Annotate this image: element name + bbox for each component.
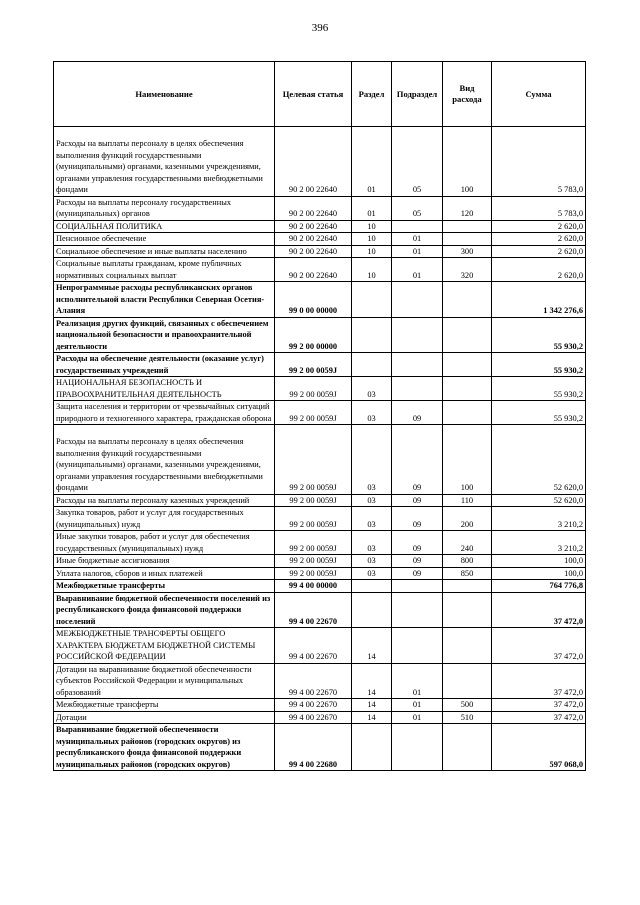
cell-section-text: 03: [367, 413, 376, 423]
cell-name: [54, 282, 275, 318]
cell-subsection-text: 09: [412, 483, 422, 492]
cell-subsection-text: 05: [412, 185, 422, 194]
cell-name-text: Дотации: [56, 712, 87, 722]
cell-subsection: [392, 282, 443, 318]
cell-amount-text: 1 342 276,6: [543, 306, 583, 315]
cell-amount-text: 2 620,0: [557, 234, 583, 243]
cell-expense-type-text: 200: [460, 519, 474, 529]
cell-expense-type: [443, 425, 492, 495]
cell-subsection: [392, 507, 443, 531]
cell-expense-type: [443, 628, 492, 664]
cell-subsection-text: 01: [412, 700, 422, 709]
cell-target-text: 90 2 00 22640: [288, 209, 338, 218]
cell-name: [54, 196, 275, 220]
page-number: 396: [311, 22, 329, 34]
cell-subsection: [392, 592, 443, 628]
cell-target-text: 90 2 00 22640: [288, 234, 338, 243]
cell-name-text: СОЦИАЛЬНАЯ ПОЛИТИКА: [56, 221, 163, 231]
cell-section: [352, 711, 392, 724]
cell-name: [54, 258, 275, 282]
cell-expense-type-text: 500: [460, 700, 474, 709]
cell-name: [54, 494, 275, 507]
table-row: [54, 425, 586, 495]
cell-section-text: 01: [367, 185, 376, 194]
cell-subsection: [392, 245, 443, 258]
cell-name-text: Защита населения и территории от чрезвычайных ситуаций природного и техногенного характера, гражданская оборона: [56, 402, 272, 423]
cell-name-text: Межбюджетные трансферты: [56, 581, 165, 590]
cell-expense-type: [443, 245, 492, 258]
cell-section: [352, 233, 392, 246]
cell-expense-type: [443, 531, 492, 555]
cell-name: [54, 317, 275, 353]
cell-section: [352, 592, 392, 628]
cell-amount: [492, 724, 586, 771]
cell-expense-type: [443, 580, 492, 593]
cell-target-text: 99 2 00 0059J: [289, 389, 337, 399]
cell-section: [352, 196, 392, 220]
table-row: [54, 196, 586, 220]
table-row: [54, 282, 586, 318]
cell-subsection-text: 09: [412, 556, 422, 565]
cell-section: [352, 494, 392, 507]
cell-name: [54, 567, 275, 580]
cell-amount-text: 37 472,0: [553, 687, 583, 697]
cell-section: [352, 258, 392, 282]
cell-expense-type-text: 850: [460, 568, 474, 578]
cell-name: [54, 555, 275, 568]
cell-amount-text: 5 783,0: [557, 185, 583, 194]
cell-amount-text: 55 930,2: [553, 413, 583, 423]
cell-name-text: Межбюджетные трансферты: [56, 700, 159, 709]
cell-expense-type: [443, 699, 492, 712]
cell-amount: [492, 628, 586, 664]
cell-amount-text: 55 930,2: [553, 341, 583, 351]
cell-amount: [492, 282, 586, 318]
cell-section: [352, 724, 392, 771]
cell-subsection-text: 09: [412, 543, 422, 553]
cell-target-text: 90 2 00 22640: [288, 185, 338, 194]
table-row: [54, 592, 586, 628]
cell-section-text: 03: [367, 568, 376, 578]
cell-expense-type-text: 110: [460, 495, 474, 505]
cell-section-text: 10: [367, 270, 376, 280]
cell-amount: [492, 127, 586, 197]
cell-subsection: [392, 353, 443, 377]
table-row: [54, 724, 586, 771]
cell-target: [275, 233, 352, 246]
cell-amount: [492, 494, 586, 507]
table-row: [54, 531, 586, 555]
cell-section: [352, 220, 392, 233]
cell-amount-text: 37 472,0: [553, 652, 583, 661]
cell-name-text: Закупка товаров, работ и услуг для государственных (муниципальных) нужд: [56, 508, 244, 529]
cell-name: [54, 245, 275, 258]
cell-amount: [492, 507, 586, 531]
cell-section-text: 03: [367, 483, 376, 492]
table-body: [54, 127, 586, 771]
cell-expense-type: [443, 258, 492, 282]
cell-subsection-text: 09: [412, 568, 422, 578]
cell-subsection: [392, 494, 443, 507]
cell-amount-text: 55 930,2: [553, 389, 583, 399]
cell-name-text: Реализация других функций, связанных с обеспечением национальной безопасности и правоохранительной деятельности: [56, 318, 269, 351]
header-expense-type: Вид расхода: [443, 62, 492, 127]
cell-name: [54, 699, 275, 712]
cell-expense-type: [443, 401, 492, 425]
cell-section: [352, 580, 392, 593]
cell-target-text: 99 4 00 22670: [288, 687, 338, 697]
cell-amount: [492, 555, 586, 568]
cell-subsection: [392, 555, 443, 568]
cell-amount: [492, 220, 586, 233]
cell-name-text: Непрограммные расходы республиканских органов исполнительной власти Республики Северная Осетия-Алания: [56, 283, 265, 315]
cell-name-text: Выравнивание бюджетной обеспеченности поселений из республиканского фонда финансовой поддержки поселений: [56, 593, 271, 626]
header-target: Целевая статья: [275, 62, 352, 127]
table-row: [54, 507, 586, 531]
cell-section-text: 03: [367, 519, 376, 529]
cell-target-text: 99 2 00 00000: [288, 341, 338, 351]
table-row: [54, 494, 586, 507]
cell-target: [275, 220, 352, 233]
cell-name-text: Расходы на выплаты персоналу казенных учреждений: [56, 495, 250, 505]
cell-name-text: Пенсионное обеспечение: [56, 234, 147, 243]
table-row: [54, 127, 586, 197]
cell-section-text: 03: [367, 389, 376, 399]
cell-section: [352, 425, 392, 495]
cell-amount: [492, 245, 586, 258]
cell-target: [275, 580, 352, 593]
cell-amount: [492, 592, 586, 628]
cell-target-text: 90 2 00 22640: [288, 221, 338, 231]
cell-expense-type: [443, 494, 492, 507]
table-row: [54, 401, 586, 425]
cell-subsection: [392, 724, 443, 771]
cell-expense-type-text: 800: [460, 556, 474, 565]
cell-target-text: 99 4 00 22670: [288, 712, 338, 722]
cell-name: [54, 711, 275, 724]
cell-expense-type-text: 100: [460, 185, 474, 194]
cell-name-text: Расходы на выплаты персоналу государственных (муниципальных) органов: [56, 197, 232, 218]
cell-subsection: [392, 699, 443, 712]
table-row: [54, 567, 586, 580]
cell-name: [54, 377, 275, 401]
cell-amount-text: 52 620,0: [553, 495, 583, 505]
cell-amount-text: 5 783,0: [557, 209, 583, 218]
cell-target: [275, 531, 352, 555]
cell-amount: [492, 377, 586, 401]
cell-section: [352, 317, 392, 353]
cell-subsection: [392, 377, 443, 401]
cell-section: [352, 699, 392, 712]
cell-target-text: 99 2 00 0059J: [289, 483, 337, 492]
cell-subsection: [392, 233, 443, 246]
cell-name-text: Расходы на обеспечение деятельности (оказание услуг) государственных учреждений: [56, 354, 264, 375]
cell-target: [275, 245, 352, 258]
cell-section: [352, 567, 392, 580]
cell-amount-text: 55 930,2: [553, 365, 583, 375]
table-row: [54, 353, 586, 377]
cell-subsection-text: 09: [412, 495, 422, 505]
cell-target: [275, 425, 352, 495]
cell-name-text: Дотации на выравнивание бюджетной обеспеченности субъектов Российской Федерации и муниципальных образований: [56, 664, 252, 697]
cell-amount-text: 100,0: [564, 556, 583, 565]
header-amount: Сумма: [492, 62, 586, 127]
cell-section-text: 14: [367, 687, 376, 697]
cell-section-text: 03: [367, 543, 376, 553]
cell-target: [275, 592, 352, 628]
cell-target: [275, 724, 352, 771]
cell-subsection-text: 01: [412, 687, 422, 697]
cell-section-text: 03: [367, 556, 376, 565]
cell-expense-type-text: 510: [460, 712, 474, 722]
cell-target: [275, 663, 352, 699]
cell-section-text: 10: [367, 234, 376, 243]
cell-subsection: [392, 196, 443, 220]
cell-target: [275, 258, 352, 282]
table-row: [54, 711, 586, 724]
table-row: [54, 628, 586, 664]
cell-subsection: [392, 220, 443, 233]
cell-subsection-text: 09: [412, 519, 422, 529]
cell-name-text: Уплата налогов, сборов и иных платежей: [56, 568, 203, 578]
cell-section-text: 01: [367, 209, 376, 218]
cell-name: [54, 507, 275, 531]
cell-amount-text: 597 068,0: [549, 759, 583, 769]
cell-name: [54, 127, 275, 197]
cell-name-text: Выравнивание бюджетной обеспеченности муниципальных районов (городских округов) из республиканского фонда финансовой поддержки муниципальных районов (городских округов): [56, 725, 242, 769]
cell-amount: [492, 317, 586, 353]
cell-target-text: 99 2 00 0059J: [289, 413, 337, 423]
header-name: Наименование: [54, 62, 275, 127]
cell-amount: [492, 531, 586, 555]
cell-name-text: Иные бюджетные ассигнования: [56, 556, 170, 565]
cell-target: [275, 507, 352, 531]
cell-section: [352, 507, 392, 531]
cell-section: [352, 353, 392, 377]
cell-name: [54, 592, 275, 628]
cell-subsection-text: 01: [412, 234, 422, 243]
cell-name: [54, 580, 275, 593]
cell-target: [275, 555, 352, 568]
table-row: [54, 580, 586, 593]
cell-name: [54, 425, 275, 495]
cell-section: [352, 663, 392, 699]
cell-name-text: НАЦИОНАЛЬНАЯ БЕЗОПАСНОСТЬ И ПРАВООХРАНИТЕЛЬНАЯ ДЕЯТЕЛЬНОСТЬ: [56, 378, 222, 399]
cell-expense-type-text: 100: [460, 483, 474, 492]
cell-target-text: 99 4 00 00000: [288, 581, 338, 590]
cell-target-text: 99 2 00 0059J: [288, 365, 338, 375]
cell-subsection-text: 09: [412, 413, 422, 423]
cell-amount-text: 37 472,0: [553, 616, 583, 626]
cell-target: [275, 377, 352, 401]
cell-target-text: 99 2 00 0059J: [289, 556, 337, 565]
cell-section-text: 10: [367, 246, 376, 256]
table-row: [54, 699, 586, 712]
cell-expense-type: [443, 663, 492, 699]
cell-name: [54, 628, 275, 664]
cell-expense-type: [443, 353, 492, 377]
cell-name-text: Иные закупки товаров, работ и услуг для обеспечения государственных (муниципальных) нужд: [56, 532, 250, 553]
cell-amount: [492, 567, 586, 580]
table-row: [54, 233, 586, 246]
cell-section-text: 10: [367, 221, 376, 231]
cell-subsection: [392, 317, 443, 353]
cell-expense-type: [443, 567, 492, 580]
table-row: [54, 555, 586, 568]
cell-section-text: 03: [367, 495, 376, 505]
cell-expense-type: [443, 317, 492, 353]
cell-amount-text: 764 776,8: [549, 581, 583, 590]
cell-target-text: 99 4 00 22680: [288, 759, 338, 769]
cell-amount-text: 2 620,0: [557, 221, 583, 231]
cell-target: [275, 353, 352, 377]
cell-expense-type: [443, 555, 492, 568]
cell-target-text: 99 2 00 0059J: [289, 568, 337, 578]
cell-target-text: 99 2 00 0059J: [289, 519, 337, 529]
cell-name: [54, 233, 275, 246]
cell-section-text: 14: [367, 712, 376, 722]
cell-name: [54, 663, 275, 699]
cell-amount: [492, 711, 586, 724]
budget-table: [53, 61, 586, 771]
cell-name: [54, 401, 275, 425]
cell-amount: [492, 425, 586, 495]
cell-amount-text: 37 472,0: [553, 700, 583, 709]
cell-expense-type-text: 300: [460, 246, 474, 256]
cell-target: [275, 127, 352, 197]
table-row: [54, 245, 586, 258]
cell-subsection-text: 05: [412, 209, 422, 218]
cell-expense-type: [443, 377, 492, 401]
cell-target: [275, 711, 352, 724]
cell-expense-type: [443, 711, 492, 724]
table-row: [54, 317, 586, 353]
cell-target-text: 99 4 00 22670: [288, 700, 338, 709]
cell-subsection: [392, 628, 443, 664]
cell-target-text: 99 2 00 0059J: [289, 495, 337, 505]
cell-section: [352, 555, 392, 568]
cell-amount: [492, 663, 586, 699]
cell-name: [54, 724, 275, 771]
cell-amount-text: 100,0: [564, 568, 583, 578]
cell-section-text: 14: [367, 652, 376, 661]
cell-section: [352, 245, 392, 258]
table-row: [54, 663, 586, 699]
cell-expense-type: [443, 724, 492, 771]
cell-section: [352, 628, 392, 664]
cell-section: [352, 401, 392, 425]
cell-subsection: [392, 258, 443, 282]
cell-target-text: 99 4 00 22670: [288, 652, 338, 661]
cell-expense-type: [443, 127, 492, 197]
cell-name-text: Социальное обеспечение и иные выплаты населению: [56, 246, 247, 256]
cell-target: [275, 282, 352, 318]
cell-subsection-text: 01: [412, 246, 422, 256]
cell-expense-type: [443, 233, 492, 246]
header-section: Раздел: [352, 62, 392, 127]
cell-expense-type: [443, 196, 492, 220]
cell-amount-text: 52 620,0: [553, 483, 583, 492]
cell-expense-type-text: 240: [460, 543, 474, 553]
cell-target: [275, 567, 352, 580]
cell-subsection: [392, 711, 443, 724]
cell-subsection: [392, 580, 443, 593]
cell-subsection: [392, 401, 443, 425]
cell-amount-text: 3 210,2: [557, 543, 583, 553]
cell-target: [275, 494, 352, 507]
cell-amount-text: 2 620,0: [557, 270, 583, 280]
cell-amount-text: 3 210,2: [557, 519, 583, 529]
cell-target: [275, 196, 352, 220]
cell-expense-type: [443, 507, 492, 531]
table-row: [54, 220, 586, 233]
table-row: [54, 377, 586, 401]
cell-section: [352, 531, 392, 555]
cell-expense-type-text: 120: [460, 209, 474, 218]
cell-target: [275, 401, 352, 425]
cell-subsection: [392, 425, 443, 495]
header-row: [54, 62, 586, 127]
cell-amount: [492, 580, 586, 593]
cell-amount: [492, 233, 586, 246]
cell-name: [54, 531, 275, 555]
cell-section: [352, 377, 392, 401]
cell-target-text: 90 2 00 22640: [288, 246, 338, 256]
cell-amount: [492, 699, 586, 712]
cell-name: [54, 353, 275, 377]
cell-section: [352, 282, 392, 318]
cell-subsection-text: 01: [412, 270, 422, 280]
cell-target: [275, 628, 352, 664]
cell-amount: [492, 401, 586, 425]
header-subsection: Подраздел: [392, 62, 443, 127]
cell-target-text: 99 4 00 22670: [288, 616, 338, 626]
cell-target-text: 99 2 00 0059J: [289, 543, 337, 553]
cell-name-text: Расходы на выплаты персоналу в целях обеспечения выполнения функций государственными (муниципальными) органами, казенными учреждениями, органами управления государственными внебюджетными фондами: [56, 139, 263, 194]
cell-subsection-text: 01: [412, 712, 422, 722]
cell-section: [352, 127, 392, 197]
cell-name-text: Расходы на выплаты персоналу в целях обеспечения выполнения функций государственными (муниципальными) органами, казенными учреждениями, органами управления государственными внебюджетными фондами: [56, 437, 263, 492]
cell-amount: [492, 196, 586, 220]
cell-expense-type: [443, 282, 492, 318]
cell-expense-type: [443, 220, 492, 233]
cell-subsection: [392, 127, 443, 197]
cell-target: [275, 317, 352, 353]
cell-subsection: [392, 663, 443, 699]
cell-expense-type-text: 320: [460, 270, 474, 280]
cell-target-text: 99 0 00 00000: [288, 306, 338, 315]
cell-expense-type: [443, 592, 492, 628]
cell-name: [54, 220, 275, 233]
cell-amount-text: 37 472,0: [553, 712, 583, 722]
cell-subsection: [392, 531, 443, 555]
cell-subsection: [392, 567, 443, 580]
cell-target-text: 90 2 00 22640: [288, 270, 338, 280]
cell-amount: [492, 258, 586, 282]
cell-amount-text: 2 620,0: [557, 246, 583, 256]
cell-section-text: 14: [367, 700, 376, 709]
cell-amount: [492, 353, 586, 377]
table-row: [54, 258, 586, 282]
cell-name-text: Социальные выплаты гражданам, кроме публичных нормативных социальных выплат: [56, 259, 242, 280]
cell-target: [275, 699, 352, 712]
cell-name-text: МЕЖБЮДЖЕТНЫЕ ТРАНСФЕРТЫ ОБЩЕГО ХАРАКТЕРА БЮДЖЕТАМ БЮДЖЕТНОЙ СИСТЕМЫ РОССИЙСКОЙ ФЕДЕРАЦИИ: [56, 629, 256, 661]
